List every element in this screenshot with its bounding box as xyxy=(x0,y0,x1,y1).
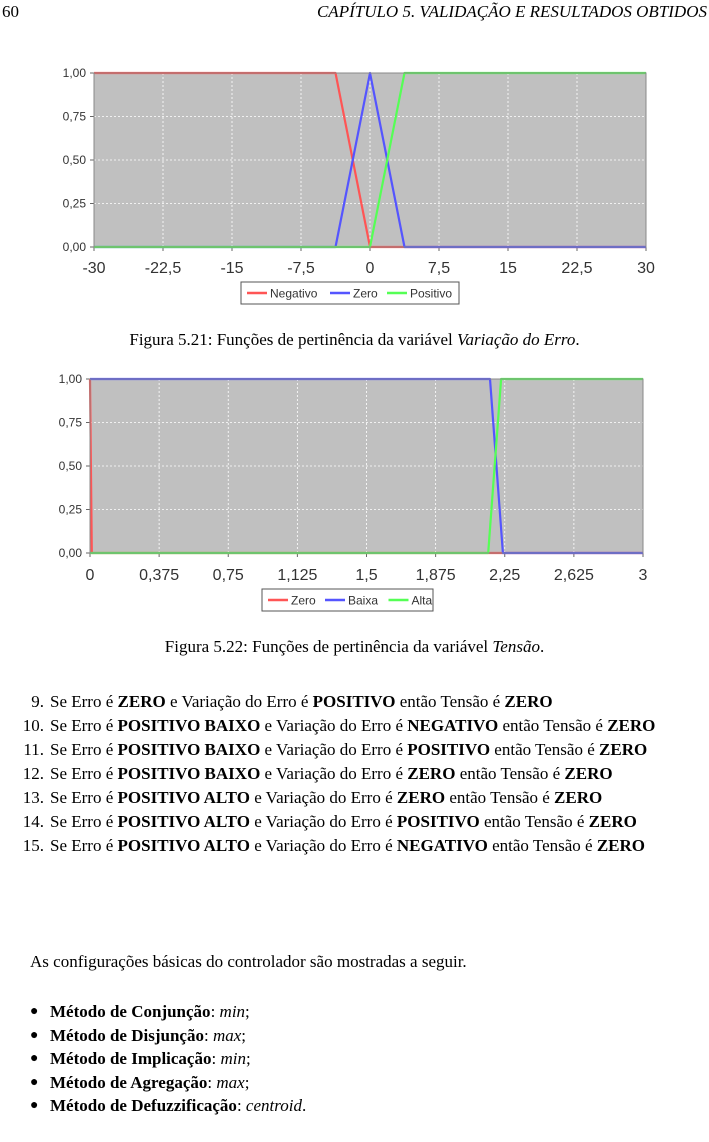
rule-text: então Tensão é xyxy=(455,764,565,783)
rule-term: ZERO xyxy=(407,764,456,783)
rule-text: Se Erro é xyxy=(50,716,118,735)
x-tick-label: 30 xyxy=(637,260,655,277)
rule-number: 13. xyxy=(22,788,44,807)
rule-text: Se Erro é xyxy=(50,740,118,759)
rule-term: POSITIVO BAIXO xyxy=(117,716,261,735)
legend-label-negativo: Negativo xyxy=(270,286,318,301)
rule-term: ZERO xyxy=(596,836,646,855)
rule-text: e Variação do Erro é xyxy=(260,716,408,735)
figure-5-21-caption-text: Figura 5.21: Funções de pertinência da variável xyxy=(129,330,457,349)
x-tick-label: 3 xyxy=(638,567,648,584)
rule-term: NEGATIVO xyxy=(407,716,499,735)
legend-label-zero: Zero xyxy=(353,286,378,301)
rule-number: 15. xyxy=(22,836,44,855)
rule-text: e Variação do Erro é xyxy=(165,692,313,711)
x-tick-label: -22,5 xyxy=(144,260,182,277)
x-tick-label: -7,5 xyxy=(287,260,315,277)
figure-5-21-caption-variable: Variação do Erro xyxy=(457,330,576,349)
config-value: min xyxy=(219,1002,246,1021)
x-tick-label: 0 xyxy=(365,260,375,277)
rule-number: 11. xyxy=(23,740,44,759)
rule-text: então Tensão é xyxy=(395,692,505,711)
rule-term: POSITIVO xyxy=(396,812,480,831)
y-tick-label: 0,00 xyxy=(62,240,86,254)
rule-term: ZERO xyxy=(607,716,656,735)
x-tick-label: 1,5 xyxy=(355,567,378,584)
bullet-icon: ● xyxy=(30,1098,39,1113)
legend xyxy=(262,589,433,611)
y-tick-label: 0,50 xyxy=(62,153,86,167)
legend-label-positivo: Positivo xyxy=(410,286,453,301)
chapter-title: CAPÍTULO 5. VALIDAÇÃO E RESULTADOS OBTIDOS xyxy=(316,2,707,21)
x-tick-label: 22,5 xyxy=(561,260,593,277)
config-value: min xyxy=(220,1049,246,1068)
y-tick-label: 1,00 xyxy=(62,66,86,80)
rule-number: 10. xyxy=(22,716,44,735)
config-item: ● Método de Disjunção: max; xyxy=(0,1024,306,1048)
config-value: max xyxy=(212,1025,242,1045)
x-tick-label: 2,625 xyxy=(553,567,594,584)
rule-term: ZERO xyxy=(504,692,553,711)
rule-text: Se Erro é xyxy=(50,788,118,807)
config-item: ● Método de Agregação: max; xyxy=(0,1071,306,1095)
x-tick-label: -15 xyxy=(220,260,244,277)
x-tick-label: 1,875 xyxy=(415,567,456,584)
rule-term: ZERO xyxy=(396,788,446,807)
y-tick-label: 0,75 xyxy=(58,415,82,430)
rule-term: POSITIVO BAIXO xyxy=(117,740,261,759)
y-tick-label: 0,25 xyxy=(58,502,82,517)
rule-text: então Tensão é xyxy=(479,812,589,831)
rule-text: e Variação do Erro é xyxy=(260,764,408,783)
rule-text: Se Erro é xyxy=(50,692,118,711)
rule-term: POSITIVO ALTO xyxy=(117,836,250,855)
rule-term: POSITIVO xyxy=(407,740,491,759)
rule-text: e Variação do Erro é xyxy=(249,836,397,855)
rule-term: POSITIVO xyxy=(312,692,396,711)
bullet-icon: ● xyxy=(30,1004,39,1019)
rule-text: então Tensão é xyxy=(498,716,608,735)
rule-text: Se Erro é xyxy=(50,836,118,855)
config-value: max xyxy=(216,1072,245,1092)
rule-item xyxy=(0,714,709,738)
config-label: Método de Disjunção xyxy=(50,1025,204,1045)
x-tick-label: 1,125 xyxy=(277,567,318,584)
bullet-icon: ● xyxy=(30,1074,39,1090)
rule-term: ZERO xyxy=(564,764,613,783)
x-tick-label: 15 xyxy=(499,260,517,277)
config-intro-paragraph: As configurações básicas do controlador são mostradas a seguir. xyxy=(30,952,467,971)
x-tick-label: -30 xyxy=(82,260,106,277)
x-tick-label: 0,75 xyxy=(212,567,244,584)
page-number: 60 xyxy=(2,2,19,21)
rule-item xyxy=(0,810,709,834)
config-value: centroid xyxy=(245,1096,302,1115)
y-tick-label: 0,75 xyxy=(62,109,86,124)
rule-text: Se Erro é xyxy=(50,812,118,831)
rule-term: ZERO xyxy=(117,692,166,711)
rules-list xyxy=(0,690,709,858)
rule-item xyxy=(0,834,709,858)
rule-term: ZERO xyxy=(588,812,637,831)
figure-5-21-caption: Figura 5.21: Funções de pertinência da variável Variação do Erro. xyxy=(129,330,580,349)
x-tick-label: 0 xyxy=(85,567,95,584)
rule-number: 12. xyxy=(22,764,44,783)
figure-5-22-caption: Figura 5.22: Funções de pertinência da variável Tensão. xyxy=(164,637,545,656)
rule-item xyxy=(0,762,709,786)
x-tick-label: 7,5 xyxy=(427,260,451,277)
legend xyxy=(241,282,459,304)
rule-text: então Tensão é xyxy=(445,788,555,807)
config-list xyxy=(0,1000,306,1118)
rule-text: então Tensão é xyxy=(487,836,597,855)
x-tick-label: 0,375 xyxy=(139,567,180,584)
bullet-icon: ● xyxy=(30,1051,39,1066)
legend-label-alta: Alta xyxy=(411,593,433,608)
rule-item xyxy=(0,738,709,762)
y-tick-label: 1,00 xyxy=(58,372,82,386)
rule-term: NEGATIVO xyxy=(396,836,488,855)
bullet-icon: ● xyxy=(30,1027,39,1043)
rule-term: POSITIVO ALTO xyxy=(117,788,250,807)
rule-number: 9. xyxy=(31,692,44,711)
config-label: Método de Agregação xyxy=(50,1072,208,1092)
rule-item xyxy=(0,786,709,810)
rule-term: POSITIVO BAIXO xyxy=(117,764,261,783)
legend-label-zero: Zero xyxy=(291,593,316,608)
rule-text: Se Erro é xyxy=(50,764,118,783)
config-label: Método de Implicação xyxy=(50,1049,212,1068)
rule-term: POSITIVO ALTO xyxy=(117,812,250,831)
figure-5-22-caption-text: Figura 5.22: Funções de pertinência da variável xyxy=(164,637,493,656)
y-tick-label: 0,50 xyxy=(58,459,82,473)
rule-text: e Variação do Erro é xyxy=(260,740,408,759)
config-item: ● Método de Implicação: min; xyxy=(0,1047,306,1071)
config-label: Método de Defuzzificação xyxy=(50,1096,237,1115)
rule-number: 14. xyxy=(22,812,44,831)
rule-term: ZERO xyxy=(554,788,603,807)
y-tick-label: 0,25 xyxy=(62,196,86,211)
config-item: ● Método de Conjunção: min; xyxy=(0,1000,306,1024)
config-label: Método de Conjunção xyxy=(50,1002,211,1021)
config-item: ● Método de Defuzzificação: centroid. xyxy=(0,1094,306,1118)
figure-5-22-chart xyxy=(0,310,709,620)
rule-text: e Variação do Erro é xyxy=(249,788,397,807)
x-tick-label: 2,25 xyxy=(489,567,521,584)
figure-5-21-chart xyxy=(0,0,709,310)
rule-item xyxy=(0,690,709,714)
rule-text: então Tensão é xyxy=(490,740,600,759)
y-tick-label: 0,00 xyxy=(58,546,82,560)
rule-text: e Variação do Erro é xyxy=(249,812,397,831)
figure-5-22-caption-variable: Tensão xyxy=(492,637,540,656)
legend-label-baixa: Baixa xyxy=(348,593,379,608)
rule-term: ZERO xyxy=(599,740,648,759)
